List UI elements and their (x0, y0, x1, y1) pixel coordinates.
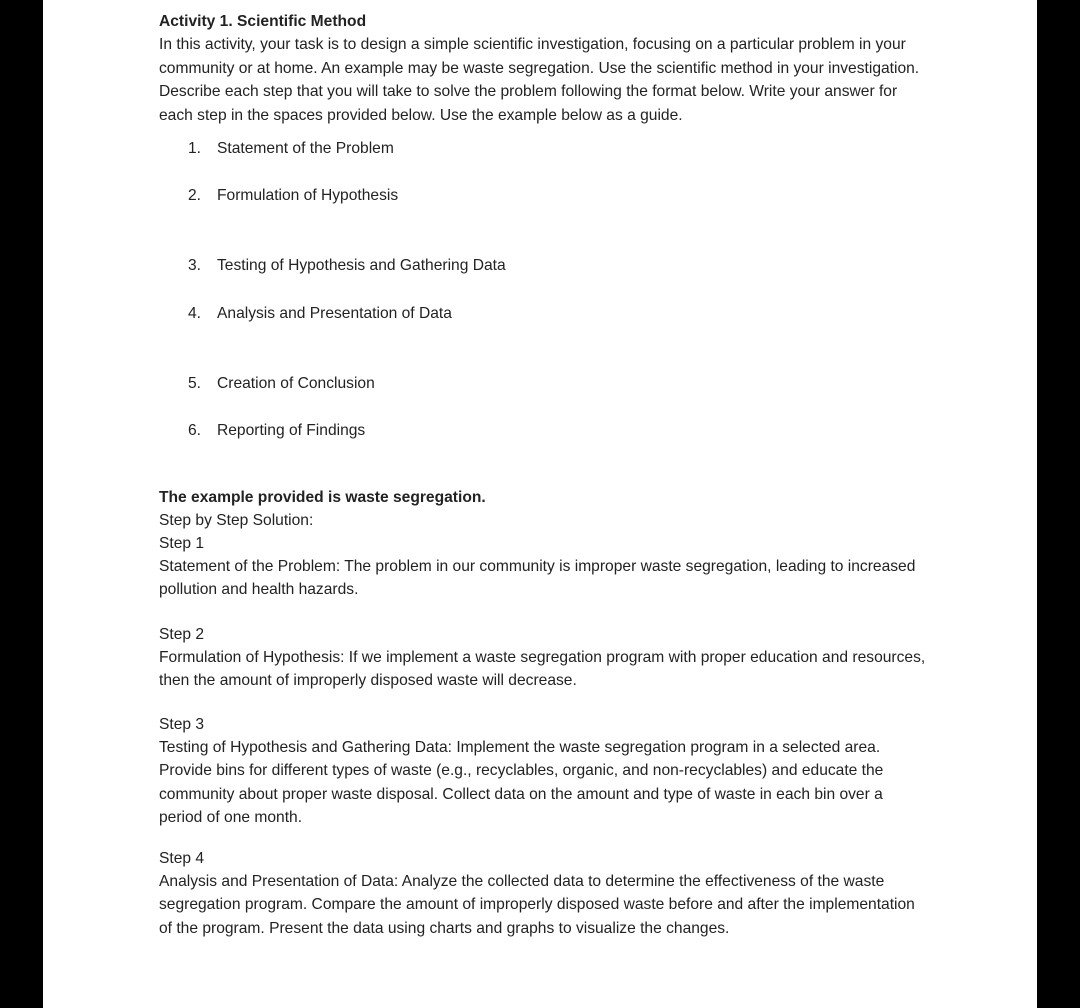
step-item (188, 184, 398, 207)
activity-intro: In this activity, your task is to design a simple scientific investigation, focusing on a particular problem in your community or at home. An example may be waste segregation. Use the scientific method in your investigation. Describe each step that you will take to solve the problem following the format below. Write your answer for each step in the spaces provided below. Use the example below as a guide. (159, 36, 920, 124)
document-content (159, 10, 999, 937)
step-number: 6. (188, 422, 202, 440)
example-heading: The example provided is waste segregation. (159, 489, 486, 506)
step-number: 4. (188, 305, 202, 323)
example-subheading: Step by Step Solution: (159, 512, 314, 529)
step-label: Analysis and Presentation of Data (217, 305, 452, 323)
step-item (188, 372, 375, 395)
step-item (188, 419, 365, 442)
example-step-text: Analysis and Presentation of Data: Analyze the collected data to determine the effectiveness of the waste segregation program. Compare the amount of improperly disposed waste before and after the implementation of the program. Present the data using charts and graphs to visualize the changes. (159, 873, 915, 937)
step-number: 2. (188, 187, 202, 205)
example-step-title: Step 2 (159, 626, 205, 643)
activity-title: Activity 1. Scientific Method (159, 13, 367, 30)
step-number: 1. (188, 140, 202, 158)
example-step-text: Testing of Hypothesis and Gathering Data: Implement the waste segregation program in a selected area. Provide bins for different types of waste (e.g., recyclables, organic, and non-recyclables) and educate the community about proper waste disposal. Collect data on the amount and type of waste in each bin over a period of one month. (159, 739, 884, 827)
example-step-title: Step 1 (159, 535, 205, 552)
example-step-text: Formulation of Hypothesis: If we implement a waste segregation program with proper education and resources, then the amount of improperly disposed waste will decrease. (159, 649, 926, 690)
step-label: Formulation of Hypothesis (217, 187, 399, 205)
step-label: Statement of the Problem (217, 140, 394, 158)
step-label: Testing of Hypothesis and Gathering Data (217, 257, 506, 275)
step-item (188, 302, 452, 325)
step-number: 3. (188, 257, 202, 275)
step-item (188, 137, 394, 160)
step-label: Reporting of Findings (217, 422, 366, 440)
document-page (43, 0, 1037, 1008)
steps-list (159, 127, 999, 485)
example-step-title: Step 4 (159, 850, 205, 867)
example-step-text: Statement of the Problem: The problem in our community is improper waste segregation, leading to increased pollution and health hazards. (159, 558, 916, 599)
step-item (188, 254, 506, 277)
step-label: Creation of Conclusion (217, 375, 375, 393)
example-step-title: Step 3 (159, 716, 205, 733)
step-number: 5. (188, 375, 202, 393)
